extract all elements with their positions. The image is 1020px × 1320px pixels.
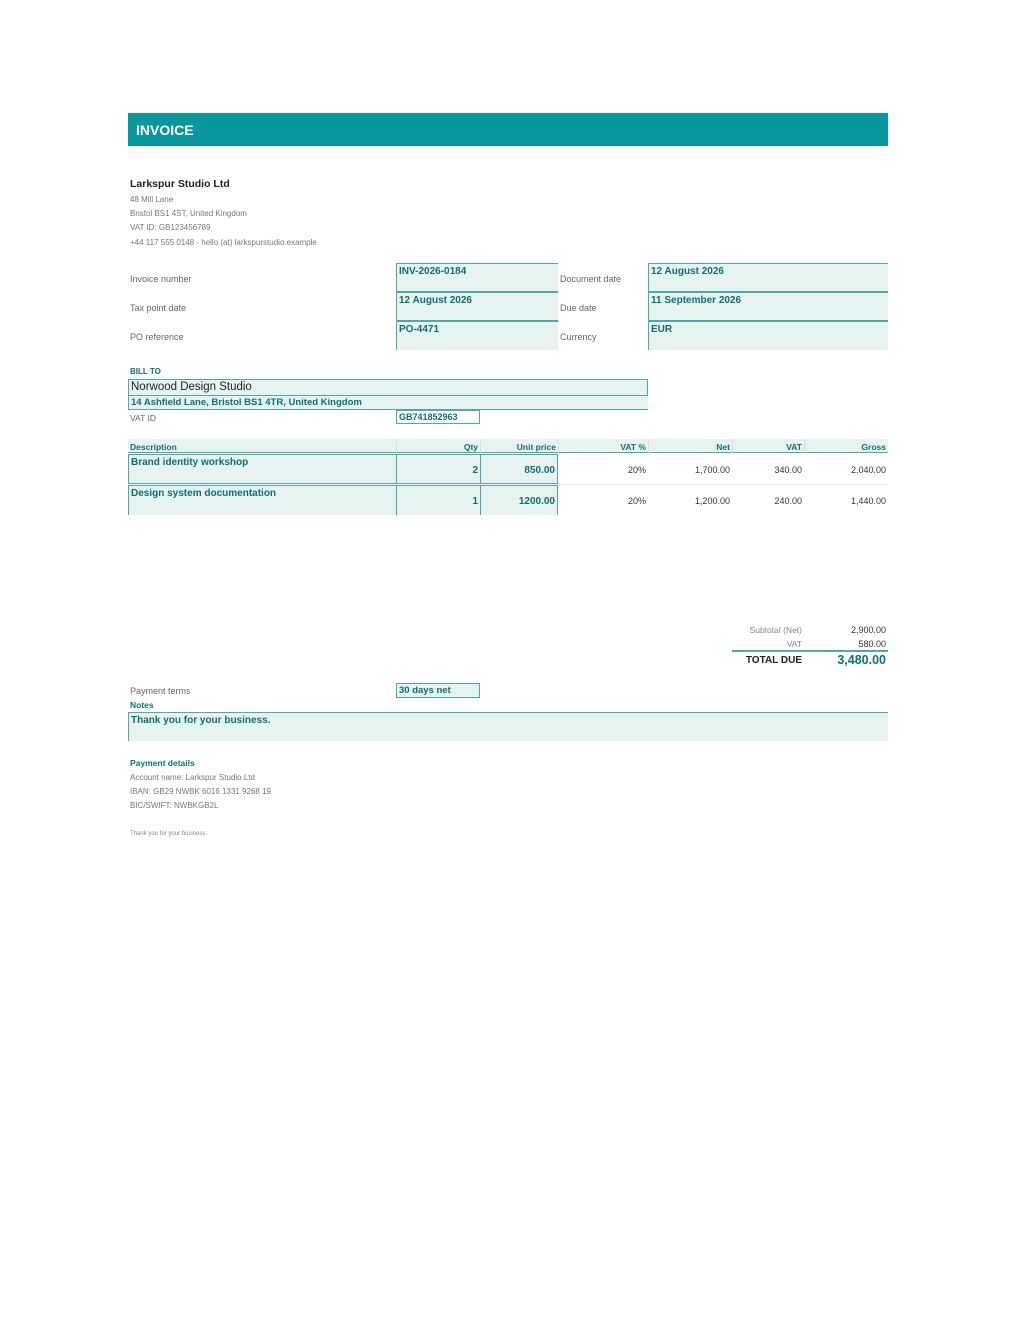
col-header-unit-price: Unit price: [516, 442, 556, 452]
header-divider: [804, 439, 805, 453]
tax-point-value: 12 August 2026: [399, 295, 472, 306]
due-date-label: Due date: [560, 303, 597, 313]
row1-vat: 340.00: [774, 465, 802, 475]
company-vat: VAT ID: GB123456789: [130, 223, 211, 232]
currency-field[interactable]: [648, 321, 888, 350]
row2-vat: 240.00: [774, 496, 802, 506]
col-header-description: Description: [130, 442, 177, 452]
payment-account-name: Account name: Larkspur Studio Ltd: [130, 773, 255, 782]
row2-qty-field[interactable]: [396, 485, 480, 515]
due-date-value: 11 September 2026: [651, 295, 742, 306]
header-divider: [396, 439, 397, 453]
bill-to-name: Norwood Design Studio: [131, 381, 252, 393]
po-reference-value: PO-4471: [399, 324, 440, 335]
currency-value: EUR: [651, 324, 673, 335]
col-header-vat-pct: VAT %: [620, 442, 646, 452]
payment-details-heading: Payment details: [130, 758, 195, 768]
payment-iban: IBAN: GB29 NWBK 6016 1331 9268 19: [130, 787, 271, 796]
bill-to-vat: GB741852963: [399, 412, 458, 422]
total-due-label: TOTAL DUE: [745, 655, 802, 666]
tax-point-field[interactable]: [396, 292, 558, 321]
row1-qty-field[interactable]: [396, 454, 480, 484]
header-divider: [480, 439, 481, 453]
bill-to-heading: BILL TO: [130, 367, 161, 376]
row1-net: 1,700.00: [694, 465, 730, 475]
col-header-net: Net: [716, 442, 730, 452]
document-date-label: Document date: [560, 274, 622, 284]
header-divider: [558, 439, 559, 453]
row1-vat-pct: 20%: [627, 465, 646, 475]
row2-gross: 1,440.00: [850, 496, 886, 506]
total-divider: [732, 650, 888, 652]
row1-description: Brand identity workshop: [131, 457, 249, 468]
tax-point-label: Tax point date: [130, 303, 187, 313]
row1-gross: 2,040.00: [850, 465, 886, 475]
payment-bic: BIC/SWIFT: NWBKGB2L: [130, 801, 219, 810]
col-header-gross: Gross: [861, 442, 886, 452]
bill-to-vat-label: VAT ID: [130, 413, 156, 423]
row-divider: [558, 484, 888, 485]
currency-label: Currency: [560, 332, 597, 342]
document-date-field[interactable]: [648, 263, 888, 292]
row2-net: 1,200.00: [694, 496, 730, 506]
company-contact: +44 117 555 0148 · hello (at) larkspurstudio.example: [130, 238, 317, 247]
po-reference-label: PO reference: [130, 332, 184, 342]
due-date-field[interactable]: [648, 292, 888, 321]
notes-field[interactable]: [128, 712, 888, 741]
document-date-value: 12 August 2026: [651, 266, 724, 277]
row2-unit-price: 1200.00: [518, 496, 555, 507]
vat-total-label: VAT: [786, 639, 802, 649]
row1-unit-price-field[interactable]: [480, 454, 558, 484]
vat-total-value: 580.00: [858, 639, 886, 649]
company-address-line1: 48 Mill Lane: [130, 195, 174, 204]
invoice-title: INVOICE: [136, 122, 194, 138]
invoice-header-bar: [128, 113, 888, 146]
payment-terms-field[interactable]: [396, 683, 480, 698]
row2-qty: 1: [472, 496, 478, 507]
subtotal-value: 2,900.00: [850, 625, 886, 635]
bill-to-address: 14 Ashfield Lane, Bristol BS1 4TR, United Kingdom: [131, 397, 362, 408]
notes-label: Notes: [130, 700, 154, 710]
bill-to-name-field[interactable]: [128, 379, 648, 396]
invoice-number-label: Invoice number: [130, 274, 192, 284]
row2-vat-pct: 20%: [627, 496, 646, 506]
po-reference-field[interactable]: [396, 321, 558, 350]
row1-description-field[interactable]: [128, 454, 396, 484]
payment-terms-value: 30 days net: [399, 685, 451, 696]
company-name: Larkspur Studio Ltd: [130, 178, 230, 190]
notes-value: Thank you for your business.: [131, 715, 271, 726]
footer-thanks: Thank you for your business.: [130, 831, 208, 837]
bill-to-address-field[interactable]: [128, 396, 648, 410]
row1-unit-price: 850.00: [524, 465, 555, 476]
company-address-line2: Bristol BS1 4ST, United Kingdom: [130, 209, 247, 218]
row2-unit-price-field[interactable]: [480, 485, 558, 515]
col-header-qty: Qty: [463, 442, 478, 452]
subtotal-label: Subtotal (Net): [749, 625, 802, 635]
total-due-value: 3,480.00: [837, 653, 886, 667]
header-divider: [732, 439, 733, 453]
invoice-number-field[interactable]: [396, 263, 558, 292]
row2-description: Design system documentation: [131, 488, 277, 499]
bill-to-vat-field[interactable]: [396, 410, 480, 424]
invoice-number-value: INV-2026-0184: [399, 266, 467, 277]
col-header-vat: VAT: [786, 442, 802, 452]
row1-qty: 2: [472, 465, 478, 476]
row2-description-field[interactable]: [128, 485, 396, 515]
header-divider: [648, 439, 649, 453]
payment-terms-label: Payment terms: [130, 686, 191, 696]
